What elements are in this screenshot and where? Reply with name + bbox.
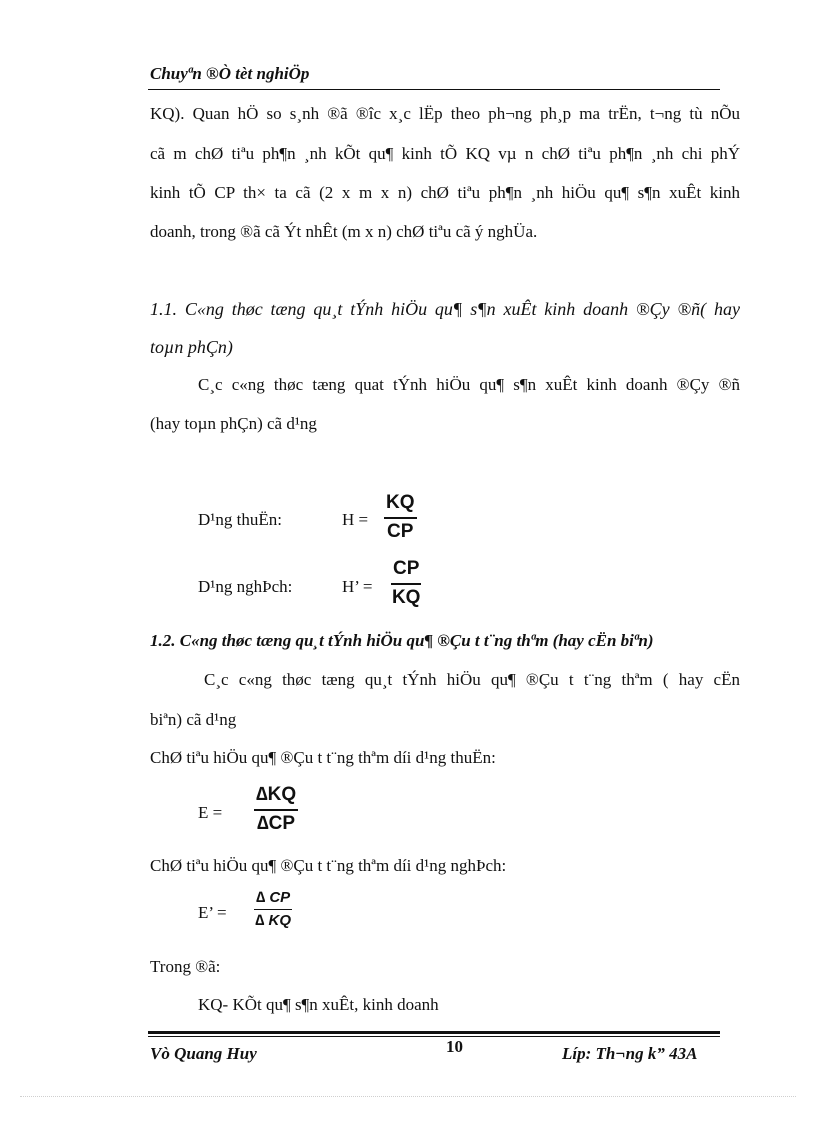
formula-caption: ChØ tiªu hiÖu qu¶ ®Çu t t¨ng thªm díi d¹ng nghÞch: — [150, 856, 507, 875]
header-rule — [148, 89, 720, 90]
formula-lhs: H’ = — [342, 577, 373, 596]
fraction-numerator: KQ — [386, 492, 415, 513]
section-intro-cont: biªn) cã d¹ng — [150, 710, 237, 729]
section-heading-1-1-cont: toµn phÇn) — [150, 337, 233, 357]
fraction-denominator: ∆CP — [257, 812, 296, 834]
page-number: 10 — [446, 1037, 463, 1056]
fraction — [384, 492, 417, 543]
paragraph-line: KQ). Quan hÖ so s¸nh ®ã ®îc x¸c lËp theo ph¬ng ph¸p ma trËn, t¬ng tù nÕu — [150, 104, 740, 123]
fraction-denominator: KQ — [391, 586, 421, 608]
fraction-denominator: ∆ KQ — [255, 912, 292, 929]
fraction — [254, 784, 298, 835]
formula-label: D¹ng thuËn: — [198, 510, 282, 529]
footer-rule-thick — [148, 1031, 720, 1034]
footer-author: Vò Quang Huy — [150, 1044, 257, 1063]
section-intro-cont: (hay toµn phÇn) cã d¹ng — [150, 414, 317, 433]
paragraph-line: cã m chØ tiªu ph¶n ¸nh kÕt qu¶ kinh tÕ KQ vµ n chØ tiªu ph¶n ¸nh chi phÝ — [150, 144, 740, 163]
paragraph-line: doanh, trong ®ã cã Ýt nhÊt (m x n) chØ tiªu cã ý nghÜa. — [150, 222, 538, 241]
fraction-numerator: CP — [393, 558, 420, 579]
fraction-numerator: ∆KQ — [256, 784, 297, 805]
formula-lhs: E = — [198, 803, 223, 822]
definition-line: KQ- KÕt qu¶ s¶n xuÊt, kinh doanh — [198, 995, 439, 1014]
running-header-title: Chuyªn ®Ò tèt nghiÖp — [150, 64, 310, 83]
formula-lhs: H = — [342, 510, 369, 529]
section-intro: C¸c c«ng thøc tæng quat tÝnh hiÖu qu¶ s¶n xuÊt kinh doanh ®Çy ®ñ — [198, 375, 740, 394]
section-intro: C¸c c«ng thøc tæng qu¸t tÝnh hiÖu qu¶ ®Çu t t¨ng thªm ( hay cËn — [204, 670, 740, 689]
where-label: Trong ®ã: — [150, 957, 221, 976]
formula-caption: ChØ tiªu hiÖu qu¶ ®Çu t t¨ng thªm díi d¹ng thuËn: — [150, 748, 496, 767]
fraction-numerator: ∆ CP — [256, 889, 291, 906]
formula-lhs: E’ = — [198, 903, 227, 922]
fraction-denominator: CP — [387, 520, 414, 542]
footer-rule-thin — [148, 1036, 720, 1037]
section-heading-1-2: 1.2. C«ng thøc tæng qu¸t tÝnh hiÖu qu¶ ®Çu t t¨ng thªm (hay cËn biªn) — [150, 631, 654, 650]
fraction — [254, 889, 292, 929]
section-heading-1-1: 1.1. C«ng thøc tæng qu¸t tÝnh hiÖu qu¶ s¶n xuÊt kinh doanh ®Çy ®ñ( hay — [150, 299, 740, 319]
paragraph-line: kinh tÕ CP th× ta cã (2 x m x n) chØ tiªu ph¶n ¸nh hiÖu qu¶ s¶n xuÊt kinh — [150, 183, 740, 202]
page-bottom-divider — [20, 1096, 796, 1097]
footer-class-label: Líp: Th¬ng k” 43A — [562, 1044, 698, 1063]
fraction — [391, 558, 421, 609]
formula-label: D¹ng nghÞch: — [198, 577, 293, 596]
